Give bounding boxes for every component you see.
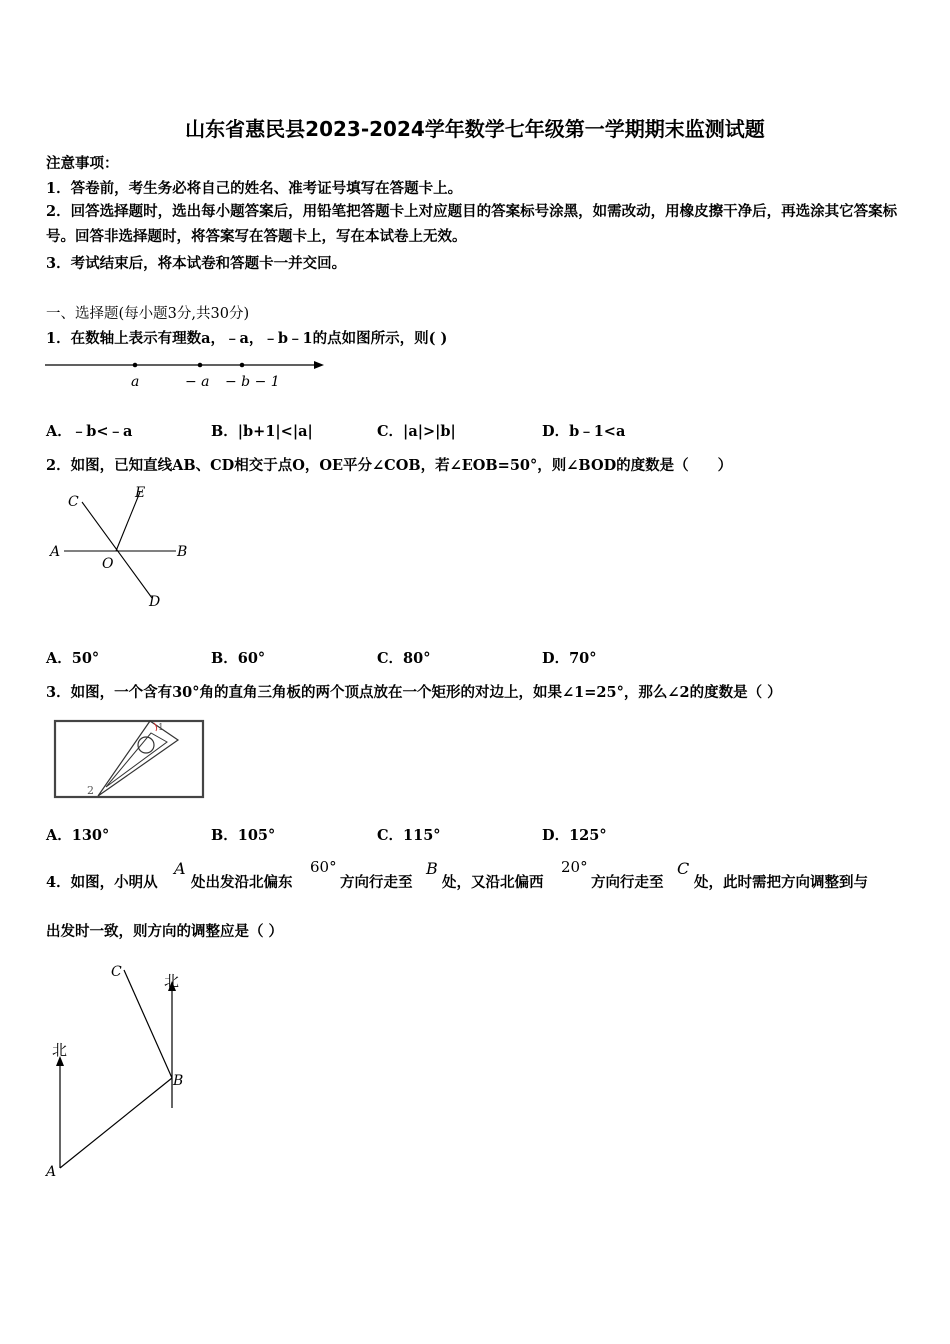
q3-option-b[interactable]: B．105° bbox=[211, 827, 276, 844]
q2-option-b[interactable]: B．60° bbox=[211, 650, 266, 667]
point-neg-b-1 bbox=[240, 363, 245, 368]
question-2-stem: 2．如图，已知直线AB、CD相交于点O，OE平分∠COB，若∠EOB=50°，则∠BOD的度数是（ ） bbox=[46, 457, 733, 474]
page-title: 山东省惠民县2023-2024学年数学七年级第一学期期末监测试题 bbox=[185, 117, 765, 141]
q1-option-d[interactable]: D．b﹣1<a bbox=[542, 423, 626, 440]
question-4-stem-part-3: 方向行走至 bbox=[340, 874, 413, 891]
notes-heading: 注意事项： bbox=[46, 155, 119, 172]
q2-option-d[interactable]: D．70° bbox=[542, 650, 597, 667]
label-north-a: 北 bbox=[52, 1041, 68, 1059]
point-a bbox=[133, 363, 138, 368]
label-b: B bbox=[177, 544, 188, 560]
angle-60-label: 60° bbox=[310, 858, 337, 876]
point-neg-a bbox=[198, 363, 203, 368]
label-neg-a: − a bbox=[185, 374, 210, 390]
point-b-label: B bbox=[426, 859, 438, 878]
label-neg-b-1: − b − 1 bbox=[225, 374, 280, 390]
q1-option-b[interactable]: B．|b+1|<|a| bbox=[211, 423, 313, 440]
label-north-b: 北 bbox=[164, 972, 180, 990]
q3-option-d[interactable]: D．125° bbox=[542, 827, 607, 844]
q2-option-a[interactable]: A．50° bbox=[46, 650, 100, 667]
question-4-stem-part-6: 处，此时需把方向调整到与 bbox=[694, 874, 868, 891]
note-item-3: 3．考试结束后，将本试卷和答题卡一并交回。 bbox=[46, 255, 347, 272]
question-4-stem-part-4: 处，又沿北偏西 bbox=[442, 874, 544, 891]
q2-option-c[interactable]: C．80° bbox=[377, 650, 431, 667]
intersecting-lines-figure bbox=[44, 480, 204, 615]
direction-path-figure bbox=[42, 958, 202, 1183]
label-o: O bbox=[102, 556, 114, 572]
label-a: A bbox=[46, 1164, 57, 1180]
q1-option-a[interactable]: A．﹣b<﹣a bbox=[46, 423, 133, 440]
question-4-stem-part-2: 处出发沿北偏东 bbox=[191, 874, 293, 891]
question-4-stem-line-2: 出发时一致，则方向的调整应是（ ） bbox=[46, 923, 284, 940]
point-c-label: C bbox=[677, 859, 690, 878]
note-item-2: 2．回答选择题时，选出每小题答案后，用铅笔把答题卡上对应题目的答案标号涂黑，如需改动，用橡皮擦干净后，再选涂其它答案标号。回答非选择题时，将答案写在答题卡上，写在本试卷上无效。 bbox=[46, 203, 898, 245]
q3-option-c[interactable]: C．115° bbox=[377, 827, 441, 844]
question-4-stem-part-1: 4．如图，小明从 bbox=[46, 874, 158, 891]
q1-option-c[interactable]: C．|a|>|b| bbox=[377, 423, 456, 440]
question-3-stem: 3．如图，一个含有30°角的直角三角板的两个顶点放在一个矩形的对边上，如果∠1=25°，那么∠2的度数是（ ） bbox=[46, 684, 782, 701]
label-c: C bbox=[111, 964, 122, 980]
label-a: a bbox=[131, 374, 140, 390]
label-angle-1: 1 bbox=[158, 723, 164, 733]
label-e: E bbox=[135, 485, 146, 501]
label-angle-2: 2 bbox=[87, 784, 94, 797]
label-b: B bbox=[173, 1073, 184, 1089]
point-a-label: A bbox=[174, 859, 186, 878]
rectangle-triangle-figure bbox=[50, 715, 210, 803]
label-a: A bbox=[50, 544, 61, 560]
question-4-stem-part-5: 方向行走至 bbox=[591, 874, 664, 891]
section-heading: 一、选择题(每小题3分,共30分) bbox=[46, 306, 250, 322]
label-d: D bbox=[149, 594, 161, 610]
question-1-stem: 1．在数轴上表示有理数a，﹣a，﹣b﹣1的点如图所示，则( ) bbox=[46, 330, 448, 347]
number-line-figure bbox=[42, 355, 327, 395]
note-item-1: 1．答卷前，考生务必将自己的姓名、准考证号填写在答题卡上。 bbox=[46, 180, 463, 197]
label-c: C bbox=[68, 494, 79, 510]
q3-option-a[interactable]: A．130° bbox=[46, 827, 110, 844]
angle-20-label: 20° bbox=[561, 858, 588, 876]
